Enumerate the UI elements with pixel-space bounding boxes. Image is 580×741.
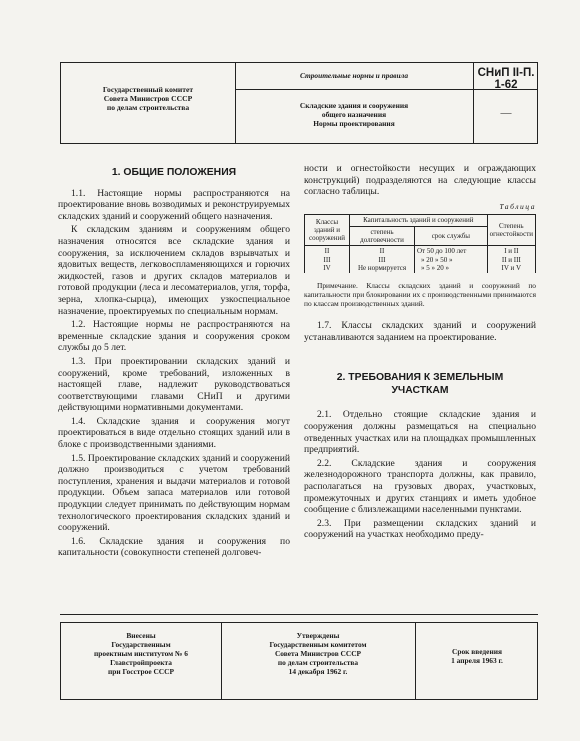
cell-durability: II III Не нормируется [350, 246, 415, 273]
para-1-5: 1.5. Проектирование складских зданий и сооружений должно производиться с учетом требований поступления, хранения и выдачи материалов и готовой продукции. Объем запаса материалов или готовой продукции следует принимать по действующим нормам технологического проектирования складских зданий и сооружений. [58, 452, 290, 534]
document-subject: Складские здания и сооружения общего назначения Нормы проектирования [299, 101, 409, 128]
th-capital: Капитальность зданий и сооружений [350, 215, 488, 226]
para-1-6: 1.6. Складские здания и сооружения по капитальности (совокупности степеней долговеч- [58, 535, 290, 559]
classes-table [304, 214, 536, 273]
footer-divider-2 [415, 623, 416, 699]
para-1-1b: К складским зданиям и сооружениям общего назначения относятся все складские здания и сооружения, за исключением складов взрывчатых и ядовитых веществ, легковоспламеняющихся и горючих жидкостей, газов и других складов материалов и готовой продукции (леса и лесоматериалов, угля, торфа, зерна, хлопка-сырца), имеющих узкоспециальное назначение, проектируемых по специальным нормам. [58, 224, 290, 317]
replaces-field: — [500, 107, 512, 119]
table-note: Примечание. Классы складских зданий и сооружений по капитальности при блокировании их с производственными принимаются по классам производственных зданий. [304, 281, 536, 309]
para-1-4: 1.4. Складские здания и сооружения могут проектироваться в виде отдельно стоящих зданий или в блоке с производственными зданиями. [58, 415, 290, 451]
th-fire: Степень огнестойкости [487, 215, 535, 246]
header-block [60, 62, 538, 144]
section2-title: 2. ТРЕБОВАНИЯ К ЗЕМЕЛЬНЫМ УЧАСТКАМ [336, 372, 504, 397]
org-name: Государственный комитет Совета Министров СССР по делам строительства [102, 85, 194, 113]
section1-title: 1. ОБЩИЕ ПОЛОЖЕНИЯ [111, 167, 237, 178]
para-1-6-cont: ности и огнестойкости несущих и ограждающих конструкций) подразделяются на следующие классы согласно таблицы. [304, 163, 536, 198]
para-1-2: 1.2. Настоящие нормы не распространяются на временные складские здания и сооружения сроком службы до 5 лет. [58, 319, 290, 354]
footer-rule [60, 614, 538, 615]
right-column [304, 163, 536, 541]
document-code: СНиП II-П. 1-62 [477, 67, 535, 91]
para-2-1: 2.1. Отдельно стоящие складские здания и сооружения должны размещаться на специально отведенных участках или на площадках промышленных предприятий. [304, 409, 536, 456]
header-divider-v1 [235, 63, 236, 143]
cell-fire: I и II II и III IV и V [487, 246, 535, 273]
para-2-2: 2.2. Складские здания и сооружения железнодорожного транспорта должны, как правило, располагаться на грузовых дворах, участковых, промежуточных и других станциях и иметь удобное сообщение с близлежащими населенными пунктами. [304, 457, 536, 516]
cell-service: От 50 до 100 лет » 20 » 50 » » 5 » 20 » [415, 246, 488, 273]
submitted-by: Внесены Государственным проектным институтом № 6 Главстройпроекта при Госстрое СССР [94, 631, 188, 676]
table-row [305, 246, 536, 273]
para-1-1: 1.1. Настоящие нормы распространяются на проектирование вновь возводимых и реконструируемых складских зданий и сооружений общего назначения. [58, 187, 290, 222]
footer-divider-1 [221, 623, 222, 699]
th-service: срок службы [415, 226, 488, 246]
left-column [58, 163, 290, 559]
th-class: Классы зданий и сооружений [305, 215, 350, 246]
effective-date: Срок введения 1 апреля 1963 г. [451, 647, 503, 665]
approved-by: Утверждены Государственным комитетом Совета Министров СССР по делам строительства 14 декабря 1962 г. [269, 631, 367, 676]
footer-block [60, 622, 538, 700]
th-durability: степень долговечности [350, 226, 415, 246]
para-2-3: 2.3. При размещении складских зданий и сооружений на участках необходимо преду- [304, 517, 536, 541]
norms-title: Строительные нормы и правила [299, 71, 409, 80]
table-caption: Таблица [499, 201, 536, 211]
cell-class: II III IV [305, 246, 350, 273]
para-1-3: 1.3. При проектировании складских зданий и сооружений, кроме требований, изложенных в настоящей главе, надлежит руководствоваться соответствующими главами СНиП и другими действующими нормативными документами. [58, 355, 290, 414]
para-1-7: 1.7. Классы складских зданий и сооружений устанавливаются заданием на проектирование. [304, 320, 536, 343]
